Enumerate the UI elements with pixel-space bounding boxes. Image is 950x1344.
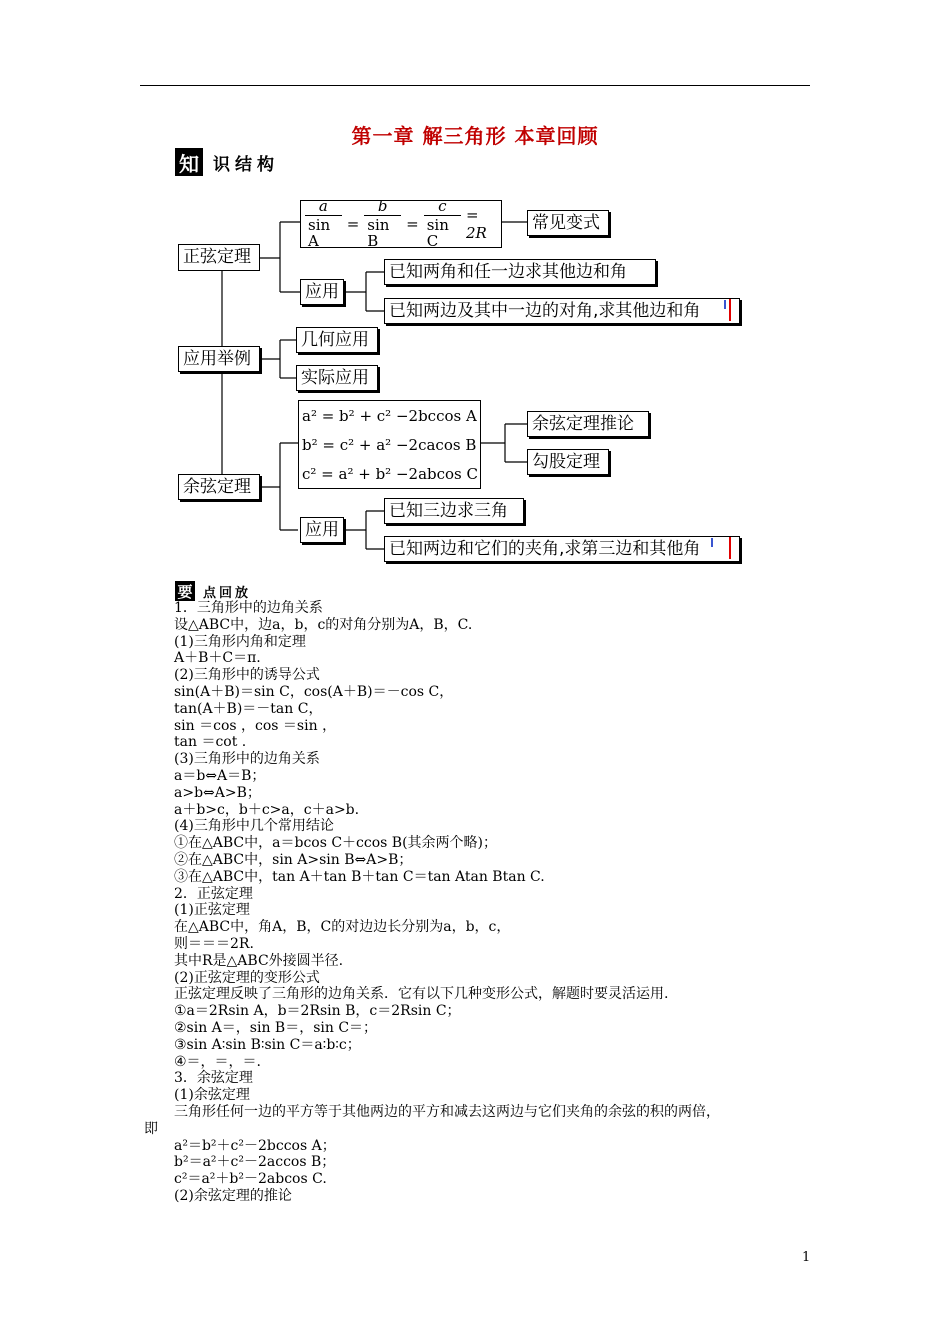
cos-corollary-box xyxy=(527,411,649,437)
text-line: tan ＝cot . xyxy=(174,734,247,751)
section-title: 点回放 xyxy=(203,585,252,601)
text-line: ③在△ABC中，tan A＋tan B＋tan C＝tan Atan Btan C. xyxy=(174,868,545,885)
cos-law-box xyxy=(178,474,260,500)
rhs-2r: = 2R xyxy=(465,206,487,242)
text-line: ③sin A∶sin B∶sin C＝a∶b∶c； xyxy=(174,1036,361,1053)
diagram-connectors xyxy=(0,0,950,580)
frac-b: $\frac{b}{\text{sin B}}$ xyxy=(364,198,401,250)
cos-corollary-label: 余弦定理推论 xyxy=(532,413,634,434)
geo-app-label: 几何应用 xyxy=(301,329,369,350)
cos-apply-label: 应用 xyxy=(305,519,339,540)
text-line: ②sin A＝，sin B＝，sin C＝； xyxy=(174,1019,378,1036)
cos-formula-b: b² = c² + a² −2cacos B xyxy=(302,435,477,454)
text-line: ①在△ABC中，a＝bcos C＋ccos B(其余两个略)； xyxy=(174,835,498,852)
geo-app-box xyxy=(296,327,378,353)
cos-app2-label: 已知两边和它们的夹角,求第三边和其他角 xyxy=(389,538,701,559)
page-number: 1 xyxy=(802,1250,811,1265)
section-badge: 知 xyxy=(175,148,203,176)
cursor-mark xyxy=(724,300,726,309)
examples-label: 应用举例 xyxy=(183,348,251,369)
real-app-label: 实际应用 xyxy=(301,367,369,388)
text-line: 在△ABC中，角A，B，C的对边边长分别为a，b，c， xyxy=(174,919,511,936)
cos-formula-box xyxy=(298,400,481,489)
text-line: A＋B＋C＝π. xyxy=(174,650,261,667)
common-variants-box xyxy=(527,210,609,236)
cursor-mark xyxy=(711,538,713,547)
section-key-points xyxy=(175,581,251,601)
knowledge-diagram xyxy=(0,0,950,580)
cos-apply-box xyxy=(300,517,344,543)
text-line: (2)余弦定理的推论 xyxy=(174,1187,292,1204)
cos-app2-box xyxy=(384,536,740,562)
text-line: ②在△ABC中，sin A>sin B⇔A>B； xyxy=(174,851,413,868)
page-title: 第一章 解三角形 本章回顾 xyxy=(351,124,599,148)
text-line: 1．三角形中的边角关系 xyxy=(174,600,323,616)
text-line: ①a＝2Rsin A，b＝2Rsin B，c＝2Rsin C； xyxy=(174,1003,461,1020)
text-line: 3．余弦定理 xyxy=(174,1070,253,1087)
text-line: (2)三角形中的诱导公式 xyxy=(174,667,320,684)
cos-formula-c: c² = a² + b² −2abcos C xyxy=(302,464,478,483)
sine-law-label: 正弦定理 xyxy=(183,247,251,267)
text-line: c²＝a²＋b²－2abcos C. xyxy=(174,1171,327,1188)
cos-law-label: 余弦定理 xyxy=(183,476,251,497)
text-line: (1)三角形内角和定理 xyxy=(174,633,306,650)
section-badge: 要 xyxy=(175,581,195,601)
sine-formula-box: $\frac{a}{\text{sin A}}$ = $\frac{b}{\text{sin B}}$ = $\frac{c}{\text{sin C}}$ = 2R xyxy=(300,200,502,248)
text-line: 正弦定理反映了三角形的边角关系．它有以下几种变形公式，解题时要灵活运用. xyxy=(174,986,669,1003)
sine-app1-box xyxy=(384,259,656,285)
sine-apply-box xyxy=(300,279,344,305)
cos-app1-label: 已知三边求三角 xyxy=(389,500,508,521)
sine-app1-label: 已知两角和任一边求其他边和角 xyxy=(389,261,627,282)
text-line: 三角形任何一边的平方等于其他两边的平方和减去这两边与它们夹角的余弦的积的两倍， xyxy=(174,1103,720,1120)
sine-app2-box xyxy=(384,298,740,324)
text-line: a＝b⇔A＝B； xyxy=(174,767,266,784)
text-line: 2．正弦定理 xyxy=(174,885,253,902)
sine-law-box xyxy=(178,244,260,271)
text-line: ④＝，＝，＝. xyxy=(174,1053,262,1070)
pythagoras-box xyxy=(527,449,609,475)
real-app-box xyxy=(296,365,378,391)
text-line: 则＝＝＝2R. xyxy=(174,935,254,952)
text-line: sin(A＋B)＝sin C，cos(A＋B)＝－cos C， xyxy=(174,683,454,700)
cos-app1-box xyxy=(384,498,524,524)
text-line: b²＝a²＋c²－2accos B； xyxy=(174,1154,336,1171)
pythagoras-label: 勾股定理 xyxy=(532,451,600,472)
text-line: (4)三角形中几个常用结论 xyxy=(174,818,334,835)
key-points-text xyxy=(144,600,834,1205)
sine-app2-label: 已知两边及其中一边的对角,求其他边和角 xyxy=(389,300,701,321)
cos-formula-a: a² = b² + c² −2bccos A xyxy=(302,406,477,425)
frac-c: $\frac{c}{\text{sin C}}$ xyxy=(424,198,461,250)
cursor-mark xyxy=(729,299,731,321)
text-line: a＋b>c，b＋c>a，c＋a>b. xyxy=(174,801,360,818)
text-line: 即 xyxy=(144,1120,158,1137)
sine-apply-label: 应用 xyxy=(305,281,339,302)
text-line: (3)三角形中的边角关系 xyxy=(174,751,320,768)
text-line: a>b⇔A>B； xyxy=(174,784,261,801)
text-line: (1)余弦定理 xyxy=(174,1087,250,1104)
text-line: (2)正弦定理的变形公式 xyxy=(174,969,320,986)
text-line: a²＝b²＋c²－2bccos A； xyxy=(174,1137,336,1154)
text-line: 其中R是△ABC外接圆半径. xyxy=(174,952,344,969)
text-line: 设△ABC中，边a，b，c的对角分别为A，B，C. xyxy=(174,616,473,633)
frac-a: $\frac{a}{\text{sin A}}$ xyxy=(305,198,342,250)
examples-box xyxy=(178,346,260,372)
cursor-mark xyxy=(729,537,731,559)
text-line: sin ＝cos ，cos ＝sin ， xyxy=(174,717,337,734)
section-title: 识结构 xyxy=(213,154,279,175)
common-variants-label: 常见变式 xyxy=(532,212,600,233)
text-line: tan(A＋B)＝－tan C， xyxy=(174,700,323,717)
text-line: (1)正弦定理 xyxy=(174,902,250,919)
